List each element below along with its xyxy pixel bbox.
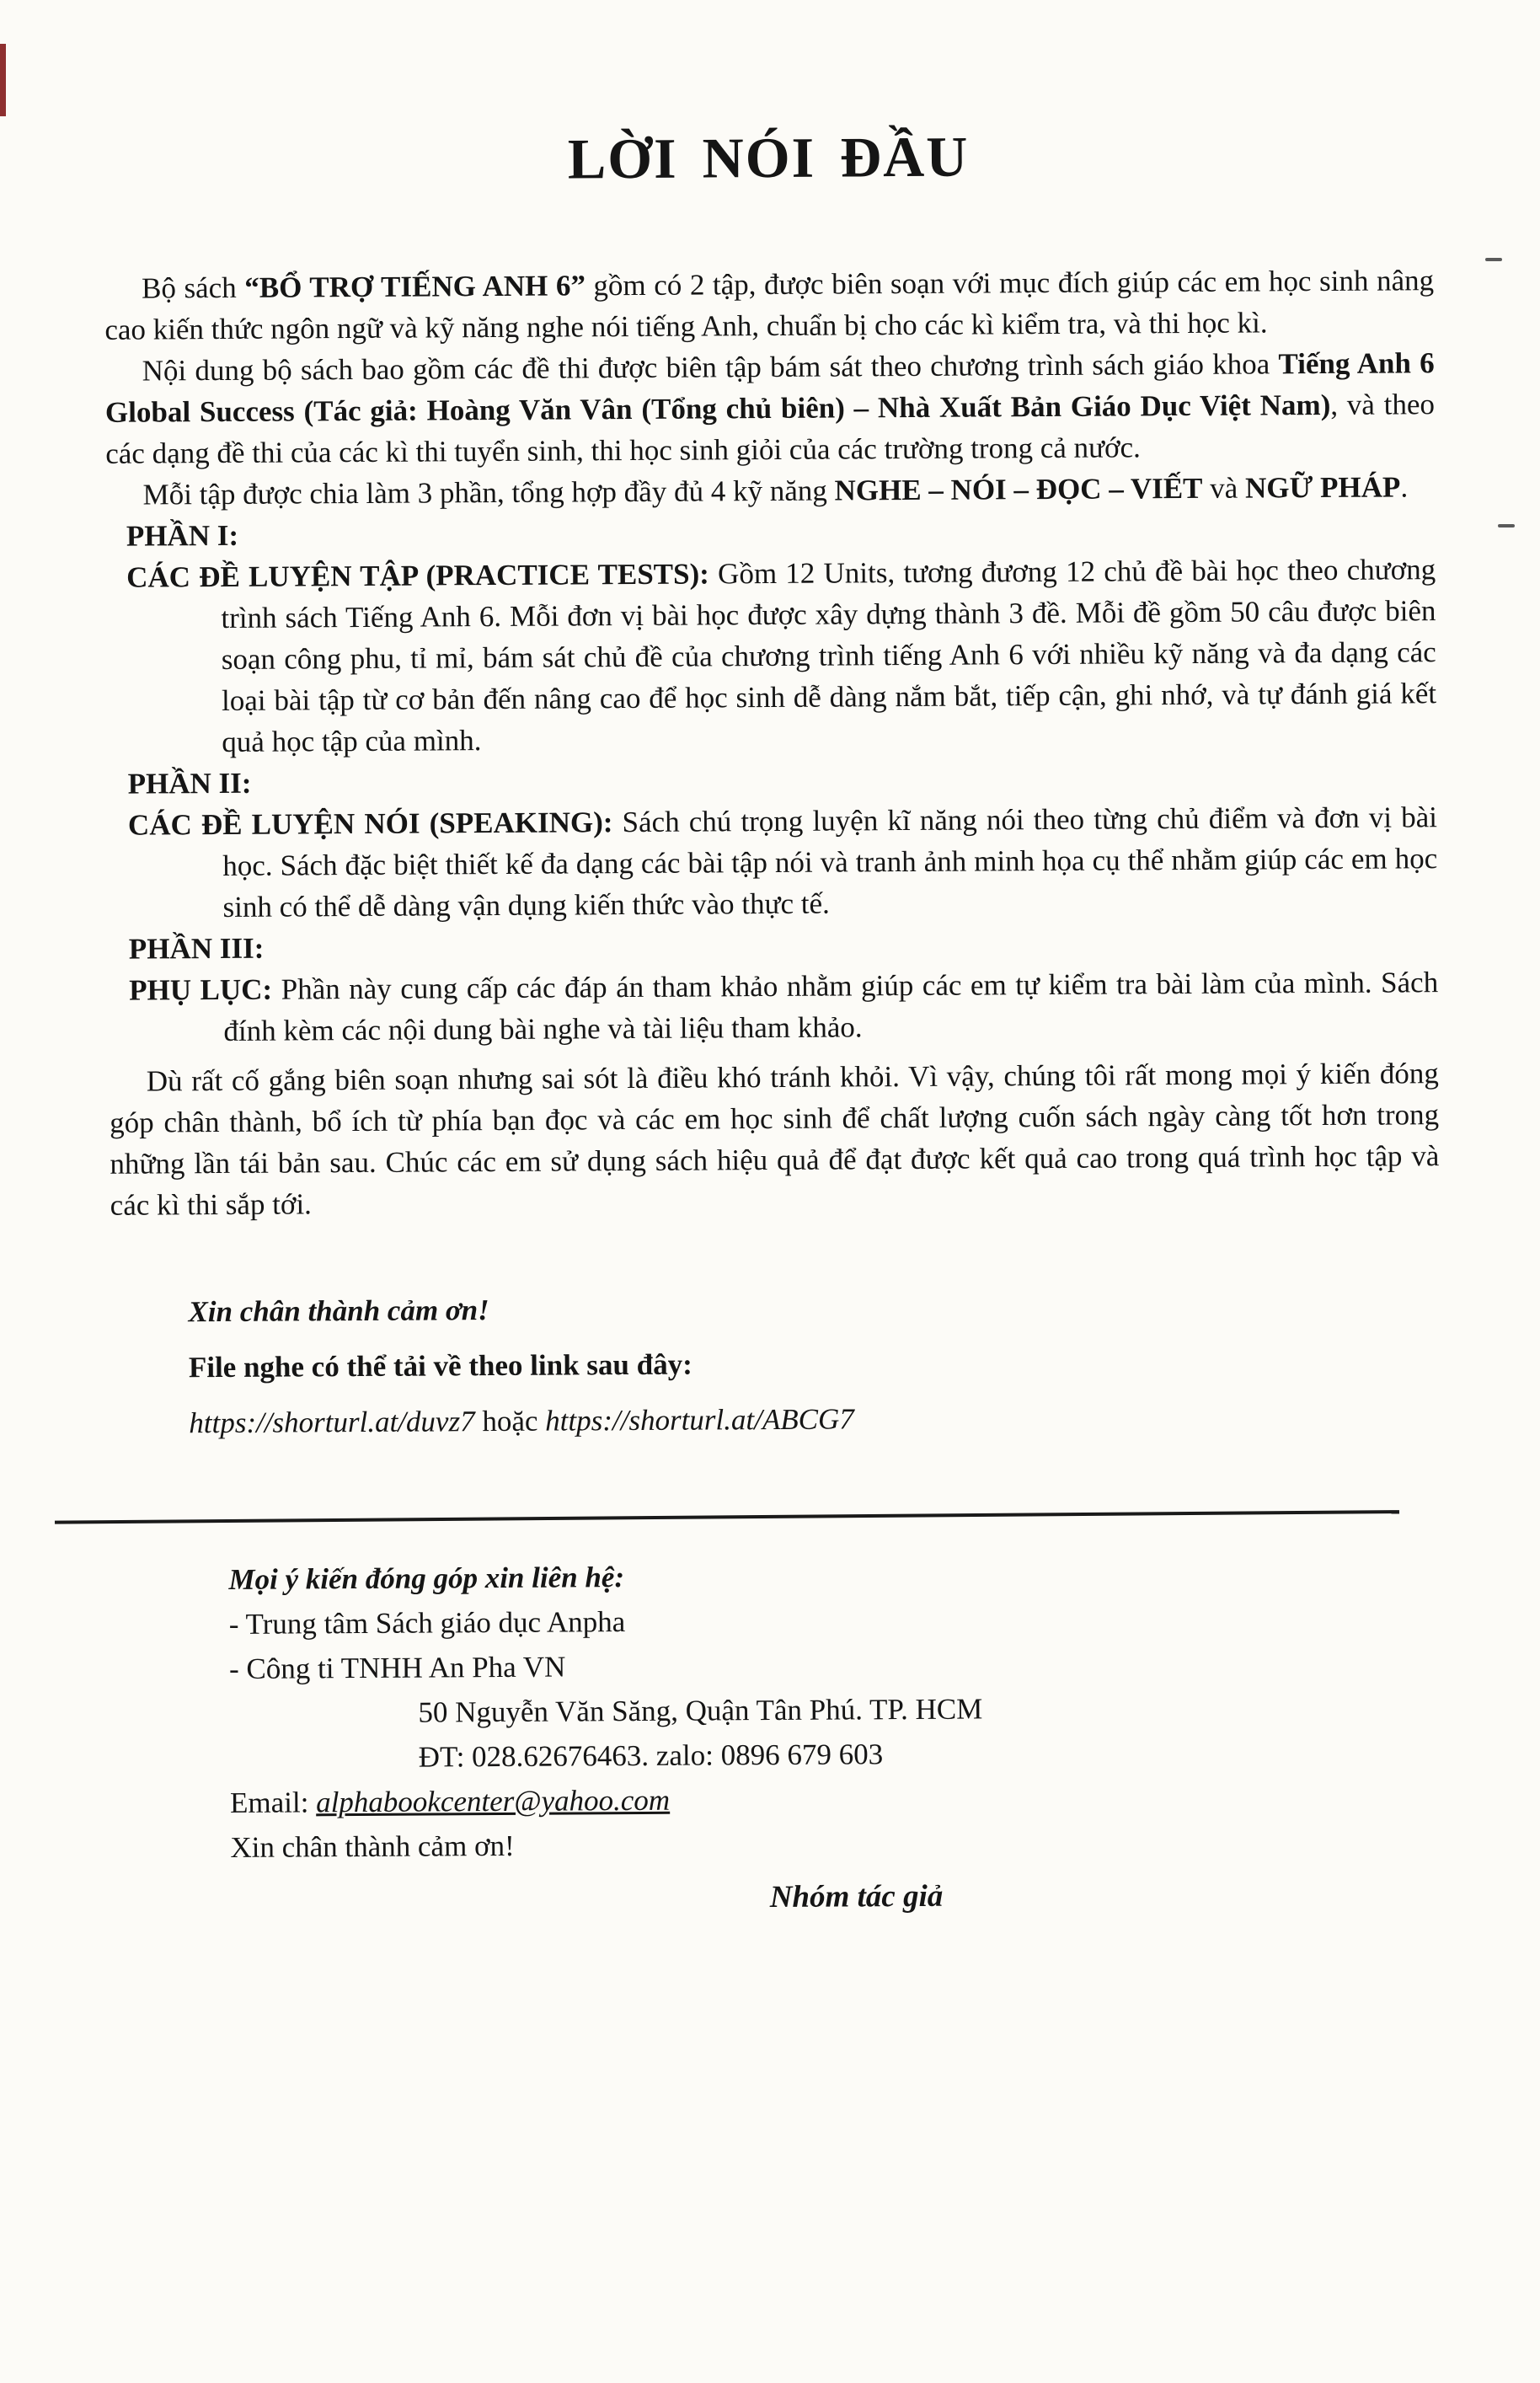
paragraph-intro <box>104 260 1435 351</box>
download-url-1: https://shorturl.at/duvz7 <box>189 1405 475 1440</box>
text-segment: và <box>1202 471 1246 505</box>
contact-org-1: - Trung tâm Sách giáo dục Anpha <box>228 1605 626 1641</box>
book-title: “BỔ TRỢ TIẾNG ANH 6” <box>244 269 586 304</box>
text-segment: gồm có 2 tập, được biên soạn với mục đích giúp các em học sinh nâng cao kiến thức ngôn ngữ và kỹ năng nghe nói tiếng Anh, chuẩn bị cho các kì kiểm tra, và thi học kì. <box>104 264 1435 346</box>
text-segment: Mỗi tập được chia làm 3 phần, tổng hợp đầy đủ 4 kỹ năng <box>142 474 835 511</box>
thanks-line: Xin chân thành cảm ơn! <box>188 1293 489 1329</box>
text-segment: Gồm 12 Units, tương đương 12 chủ đề bài học theo chương trình sách Tiếng Anh 6. Mỗi đơn vị bài học được xây dựng thành 3 đề. Mỗi đề gồm 50 câu được biên soạn công phu, tỉ mỉ, bám sát chủ đề của chương trình tiếng Anh 6 với nhiều kỹ năng và đa dạng các loại bài tập từ cơ bản đến nâng cao để học sinh dễ dàng nắm bắt, tiếp cận, ghi nhớ, và tự đánh giá kết quả học tập của mình. <box>221 553 1437 758</box>
part3-title: PHỤ LỤC: <box>129 972 273 1007</box>
part3-description <box>109 961 1439 1052</box>
text-segment: Bộ sách <box>141 270 245 305</box>
contact-org-2: - Công ti TNHH An Pha VN <box>228 1650 566 1685</box>
paragraph-content-overview <box>105 342 1436 474</box>
text-segment: Email: <box>229 1786 317 1819</box>
contact-heading: Mọi ý kiến đóng góp xin liên hệ: <box>228 1561 625 1596</box>
signoff-block <box>188 1283 1441 1444</box>
email-address: alphabookcenter@yahoo.com <box>315 1783 671 1819</box>
part1-title: CÁC ĐỀ LUYỆN TẬP (PRACTICE TESTS): <box>126 557 709 594</box>
contact-address: 50 Nguyễn Văn Săng, Quận Tân Phú. TP. HCM <box>418 1692 983 1729</box>
part3-heading: PHẦN III: <box>128 931 265 966</box>
contact-email-line <box>230 1773 1443 1825</box>
contact-block <box>228 1550 1444 1923</box>
download-note: File nghe có thể tải về theo link sau đây: <box>188 1347 692 1384</box>
paragraph-structure <box>105 466 1435 516</box>
text-segment: Phần này cung cấp các đáp án tham khảo nhằm giúp các em tự kiểm tra bài làm của mình. Sách đính kèm các nội dung bài nghe và tài liệu tham khảo. <box>223 966 1439 1047</box>
textbook-reference: Tiếng Anh 6 Global Success (Tác giả: Hoàng Văn Vân (Tổng chủ biên) – Nhà Xuất Bản Giáo Dục Việt Nam) <box>104 346 1435 429</box>
text-segment: Sách chú trọng luyện kĩ năng nói theo từng chủ điểm và đơn vị bài học. Sách đặc biệt thiết kế đa dạng các bài tập nói và tranh ảnh minh họa cụ thể nhằm giúp các em học sinh có thể dễ dàng vận dụng kiến thức vào thực tế. <box>222 801 1438 924</box>
part2-title: CÁC ĐỀ LUYỆN NÓI (SPEAKING): <box>127 806 613 842</box>
contact-thanks: Xin chân thành cảm ơn! <box>230 1829 515 1864</box>
part2-description <box>108 796 1438 929</box>
grammar-label: NGỮ PHÁP <box>1244 470 1401 505</box>
part1-heading: PHẦN I: <box>126 518 239 553</box>
part1-description <box>106 549 1436 763</box>
skills-list: NGHE – NÓI – ĐỌC – VIẾT <box>834 471 1203 507</box>
text-segment: hoặc <box>474 1404 546 1438</box>
signature: Nhóm tác giả <box>769 1878 944 1915</box>
text-segment: . <box>1400 470 1409 504</box>
page-title: LỜI NÓI ĐẦU <box>567 124 970 191</box>
text-segment: Nội dung bộ sách bao gồm các đề thi được biên tập bám sát theo chương trình sách giáo khoa <box>142 347 1279 388</box>
download-links <box>189 1395 1441 1444</box>
divider-line <box>55 1510 1399 1524</box>
part2-heading: PHẦN II: <box>127 766 252 801</box>
text-segment: , và theo các dạng đề thi của các kì thi tuyển sinh, thi học sinh giỏi của các trường trong cả nước. <box>105 388 1436 470</box>
paragraph-closing: Dù rất cố gắng biên soạn nhưng sai sót là điều khó tránh khỏi. Vì vậy, chúng tôi rất mong mọi ý kiến đóng góp chân thành, bổ ích từ phía bạn đọc và các em học sinh để chất lượng cuốn sách ngày càng tốt hơn trong những lần tái bản sau. Chúc các em sử dụng sách hiệu quả để đạt được kết quả cao trong quá trình học tập và các kì thi sắp tới. <box>110 1057 1440 1222</box>
download-url-2: https://shorturl.at/ABCG7 <box>545 1402 854 1438</box>
contact-phone: ĐT: 028.62676463. zalo: 0896 679 603 <box>418 1738 884 1774</box>
